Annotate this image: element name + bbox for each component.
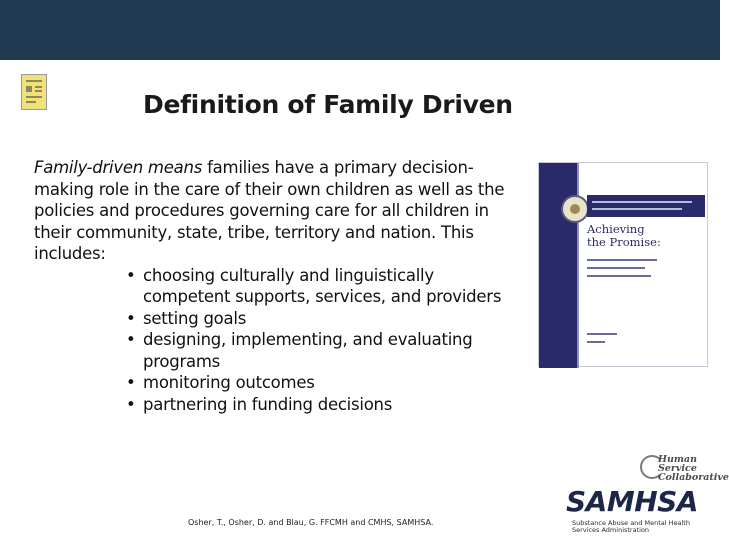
definition-term: Family-driven means [34, 158, 203, 177]
logo-word: Human [658, 454, 697, 465]
report-cover-image [538, 162, 708, 367]
presidential-seal-icon [561, 195, 589, 223]
definition-body [34, 157, 514, 415]
list-item [126, 394, 514, 416]
human-service-collaborative-logo [638, 453, 729, 487]
definition-text: families have a primary decision-making role in the care of their own children as well as the policies and procedures governing care for all children in their community, state, tribe, territory and nation. This includes: [34, 158, 505, 263]
cover-footer-line [587, 341, 605, 343]
list-item-text: partnering in funding decisions [143, 394, 393, 414]
logo-word: Service [658, 463, 697, 474]
list-item [126, 265, 514, 308]
header-bar [0, 0, 720, 60]
citation-text: Osher, T., Osher, D. and Blau, G. FFCMH and CMHS, SAMHSA. [188, 518, 434, 527]
list-item-text: designing, implementing, and evaluating programs [143, 330, 473, 371]
bullet-icon: • [126, 265, 136, 285]
samhsa-subtitle: Substance Abuse and Mental Health Services Administration [572, 519, 690, 534]
list-item [126, 308, 514, 330]
samhsa-logo: SAMHSA [566, 485, 698, 518]
slide-title: Definition of Family Driven [143, 90, 513, 119]
bullet-icon: • [126, 373, 136, 392]
cover-title-line: Achieving [587, 222, 645, 236]
bullet-icon: • [126, 394, 136, 414]
list-item [126, 372, 514, 394]
definition-paragraph [34, 157, 514, 265]
cover-stripe [577, 163, 579, 368]
document-thumbnail-icon [21, 74, 47, 110]
cover-subtitle-line [587, 275, 651, 277]
list-item-text: monitoring outcomes [143, 373, 315, 392]
cover-footer-line [587, 333, 617, 335]
list-item [126, 329, 514, 372]
cover-title-line: the Promise: [587, 235, 661, 249]
cover-title [587, 223, 707, 249]
bullet-icon: • [126, 330, 136, 349]
list-item-text: choosing culturally and linguistically competent supports, services, and providers [143, 265, 502, 306]
includes-list [34, 265, 514, 416]
logo-word: Collaborative [658, 472, 729, 483]
cover-header-block [587, 195, 705, 217]
cover-band [539, 163, 577, 368]
bullet-icon: • [126, 308, 136, 328]
list-item-text: setting goals [143, 308, 247, 328]
cover-subtitle-line [587, 259, 657, 261]
cover-subtitle-line [587, 267, 645, 269]
